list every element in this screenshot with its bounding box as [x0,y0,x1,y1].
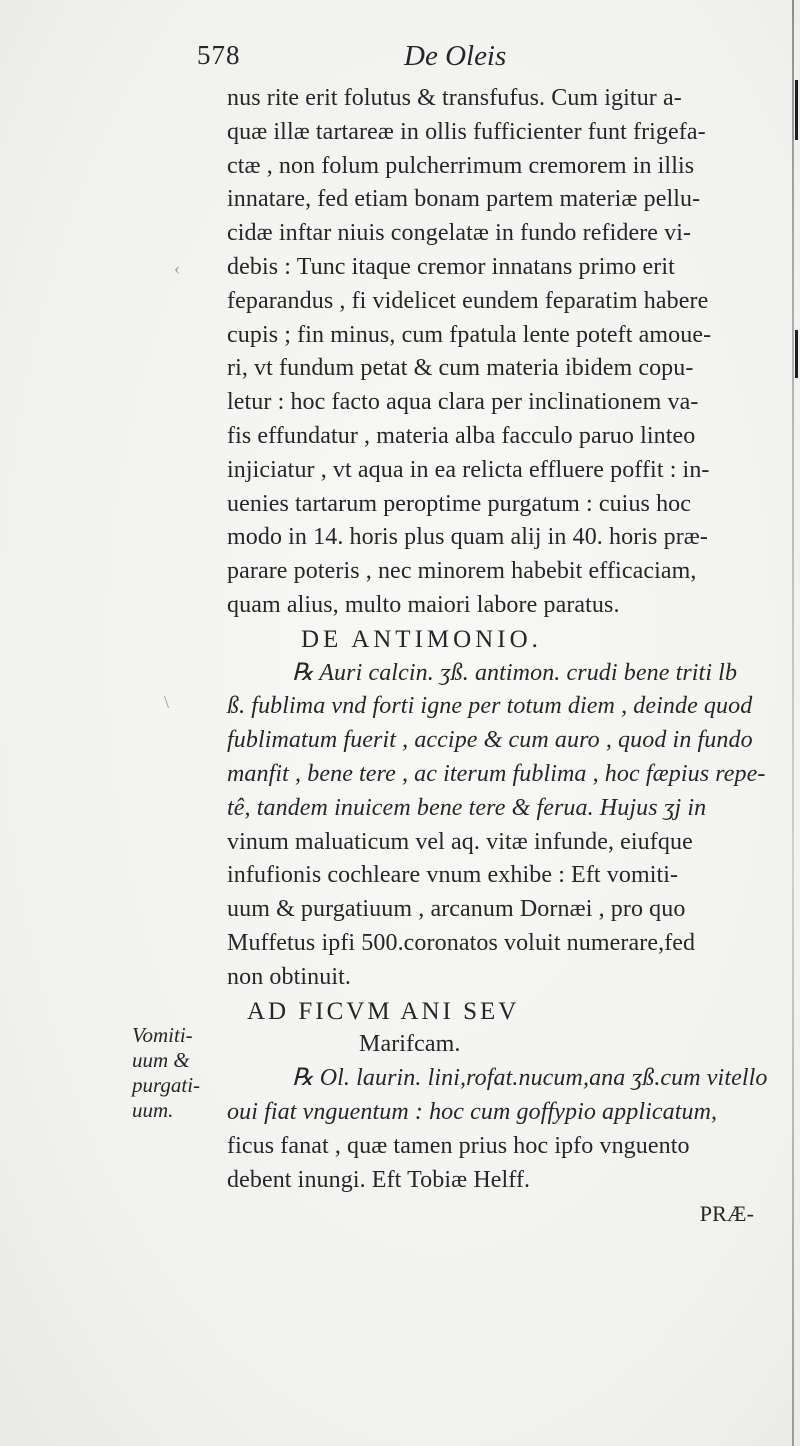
text-line: debis : Tunc itaque cremor innatans primo erit [227,253,675,280]
main-text [227,82,792,1231]
stray-mark: \ [164,692,170,712]
text-line: ri, vt fundum petat & cum materia ibidem copu- [227,355,694,382]
text-line: letur : hoc facto aqua clara per inclinationem va- [227,389,699,416]
text-line: uum & purgatiuum , arcanum Dornæi , pro quo [227,896,686,923]
text-line: quæ illæ tartareæ in ollis fufficienter funt frigefa- [227,118,706,145]
recipe-line: ß. fublima vnd forti igne per totum diem , deinde quod [227,693,753,720]
text-line: cupis ; fin minus, cum fpatula lente poteft amoue- [227,321,712,348]
page-header [197,30,637,80]
text-line: injiciatur , vt aqua in ea relicta effluere poffit : in- [227,456,710,483]
recipe-line: tê, tandem inuicem bene tere & ferua. Hujus ʒj in [227,794,707,821]
page-edge-mark [795,80,798,140]
text-line: ficus fanat , quæ tamen prius hoc ipfo vnguento [227,1132,690,1159]
text-line: debent inungi. Eft Tobiæ Helff. [227,1166,531,1193]
text-line: cidæ inftar niuis congelatæ in fundo refidere vi- [227,220,692,247]
recipe-line: manfit , bene tere , ac iterum fublima , hoc fæpius repe- [227,760,766,787]
margin-note [132,1023,222,1123]
text-line: fis effundatur , materia alba facculo paruo linteo [227,422,696,449]
text-line: feparandus , fi videlicet eundem feparatim habere [227,287,709,314]
text-line: ctæ , non folum pulcherrimum cremorem in illis [227,152,695,179]
text-line: vinum maluaticum vel aq. vitæ infunde, eiufque [227,828,693,855]
recipe-line: oui fiat vnguentum : hoc cum goffypio applicatum, [227,1098,718,1125]
text-line: modo in 14. horis plus quam alij in 40. horis præ- [227,524,708,551]
page-edge-mark [795,330,798,378]
page-number: 578 [197,40,241,70]
text-line: Muffetus ipfi 500.coronatos voluit numerare,fed [227,929,696,956]
text-line: uenies tartarum peroptime purgatum : cuius hoc [227,490,692,517]
recipe-line: ℞ Ol. laurin. lini,rofat.nucum,ana ʒß.cum vitello [292,1065,768,1092]
margin-note-line: uum. [132,1098,174,1122]
text-line: non obtinuit. [227,963,351,990]
margin-note-line: purgati- [132,1073,201,1097]
margin-note-line: Vomiti- [132,1023,193,1047]
stray-mark: ‹ [174,258,180,278]
section-heading: AD FICVM ANI SEV [247,997,520,1025]
text-line: parare poteris , nec minorem habebit efficaciam, [227,558,697,585]
recipe-line: ℞ Auri calcin. ʒß. antimon. crudi bene triti lb [292,659,738,686]
text-line: quam alius, multo maiori labore paratus. [227,591,620,618]
margin-note-line: uum & [132,1048,190,1072]
text-line: nus rite erit folutus & transfufus. Cum igitur a- [227,85,682,111]
section-heading: Marifcam. [359,1031,461,1058]
text-line: infufionis cochleare vnum exhibe : Eft vomiti- [227,862,679,889]
recipe-line: fublimatum fuerit , accipe & cum auro , quod in fundo [227,727,753,754]
catchword: PRÆ- [699,1201,754,1227]
text-line: innatare, fed etiam bonam partem materiæ pellu- [227,186,701,213]
page-edge-line [792,0,794,1446]
section-heading: DE ANTIMONIO. [301,625,542,653]
running-head: De Oleis [404,40,507,72]
